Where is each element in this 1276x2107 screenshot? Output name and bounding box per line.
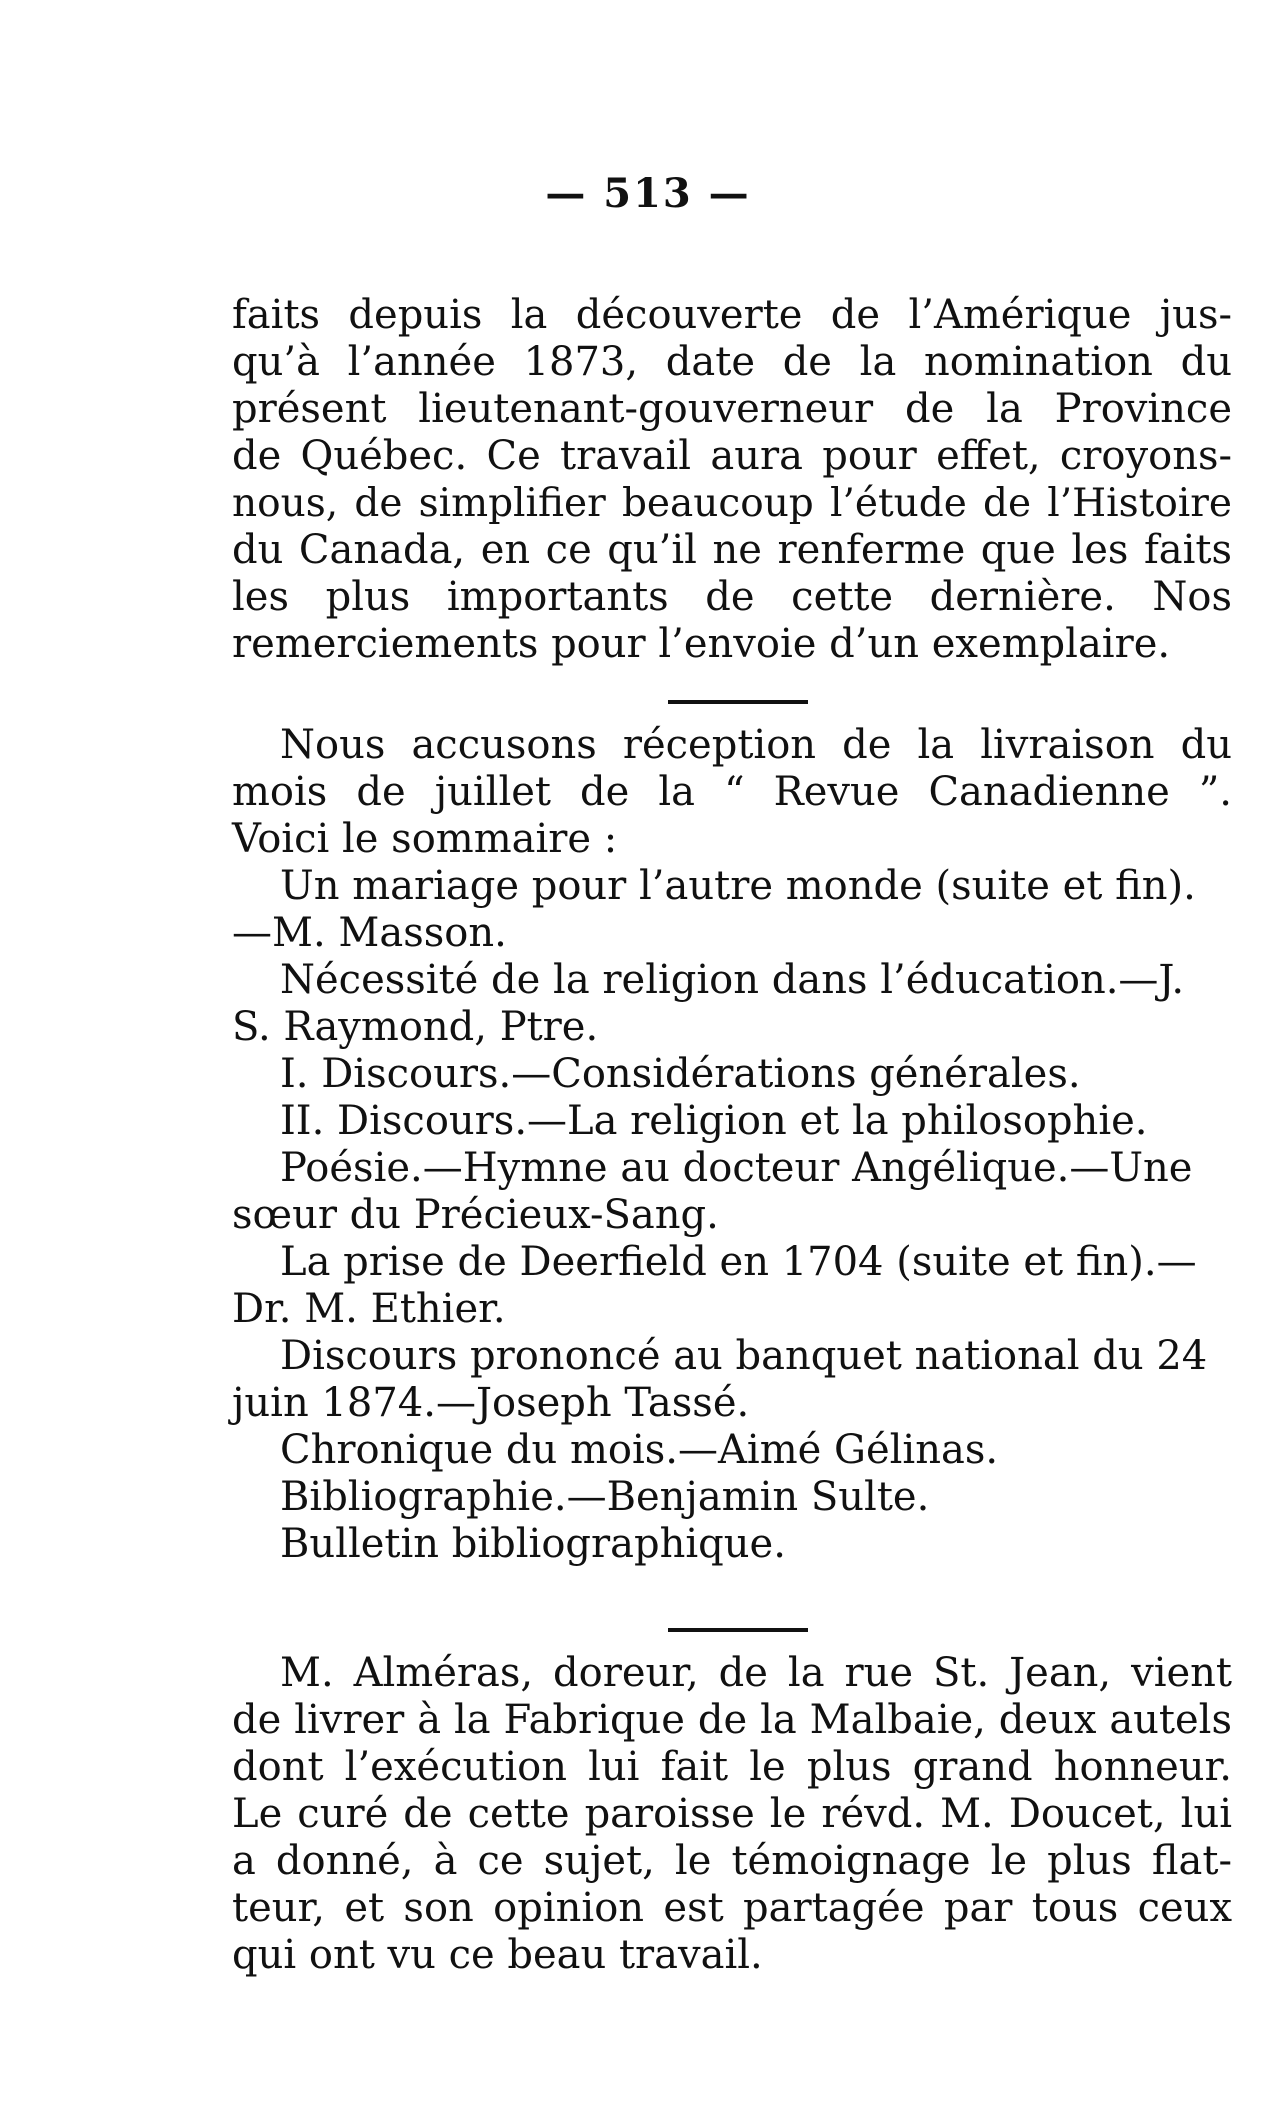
summary-item: Bibliographie.—Benjamin Sulte. — [280, 1474, 930, 1520]
paragraph-1 — [232, 292, 1232, 668]
text-line: M. Alméras, doreur, de la rue St. Jean, vient — [280, 1650, 1232, 1696]
text-line: Voici le sommaire : — [232, 816, 618, 862]
summary-item: I. Discours.—Considérations générales. — [280, 1051, 1081, 1097]
text-line: dont l’exécution lui fait le plus grand honneur. — [232, 1744, 1232, 1790]
text-line: Le curé de cette paroisse le révd. M. Doucet, lui — [232, 1791, 1232, 1837]
summary-item-author: juin 1874.—Joseph Tassé. — [232, 1380, 750, 1426]
summary-item-author: sœur du Précieux-Sang. — [232, 1192, 719, 1238]
paragraph-3 — [232, 1650, 1232, 1979]
text-line: les plus importants de cette dernière. Nos — [232, 574, 1232, 620]
page-number: — 513 — — [545, 170, 751, 217]
summary-item: II. Discours.—La religion et la philosophie. — [280, 1098, 1148, 1144]
summary-item: Chronique du mois.—Aimé Gélinas. — [280, 1427, 999, 1473]
text-line: de livrer à la Fabrique de la Malbaie, deux autels — [232, 1697, 1232, 1743]
summary-item: La prise de Deerfield en 1704 (suite et fin).— — [280, 1239, 1197, 1285]
summary-item-author: S. Raymond, Ptre. — [232, 1004, 599, 1050]
text-line: nous, de simplifier beaucoup l’étude de l’Histoire — [232, 481, 1232, 526]
paragraph-2 — [232, 722, 1232, 1568]
text-line: qui ont vu ce beau travail. — [232, 1932, 763, 1978]
text-line: du Canada, en ce qu’il ne renferme que les faits — [232, 527, 1232, 573]
text-line: a donné, à ce sujet, le témoignage le plus flat- — [232, 1838, 1232, 1884]
section-divider — [668, 1628, 808, 1632]
text-line: qu’à l’année 1873, date de la nomination du — [232, 339, 1232, 385]
text-line: faits depuis la découverte de l’Amérique jus- — [232, 292, 1232, 338]
section-divider — [668, 700, 808, 704]
text-line: mois de juillet de la “ Revue Canadienne ”. — [232, 769, 1232, 815]
text-line: présent lieutenant-gouverneur de la Province — [232, 386, 1232, 432]
summary-item: Discours prononcé au banquet national du 24 — [280, 1333, 1208, 1379]
summary-item: Nécessité de la religion dans l’éducation.—J. — [280, 957, 1185, 1003]
text-line: Nous accusons réception de la livraison du — [280, 722, 1232, 768]
summary-item: Bulletin bibliographique. — [280, 1521, 786, 1567]
summary-item: Poésie.—Hymne au docteur Angélique.—Une — [280, 1145, 1193, 1191]
text-line: teur, et son opinion est partagée par tous ceux — [232, 1885, 1232, 1931]
summary-item-author: Dr. M. Ethier. — [232, 1286, 506, 1332]
text-line: de Québec. Ce travail aura pour effet, croyons- — [232, 433, 1232, 479]
text-line: remerciements pour l’envoie d’un exemplaire. — [232, 621, 1171, 667]
summary-item: Un mariage pour l’autre monde (suite et fin). — [280, 863, 1196, 909]
summary-item-author: —M. Masson. — [232, 910, 507, 956]
